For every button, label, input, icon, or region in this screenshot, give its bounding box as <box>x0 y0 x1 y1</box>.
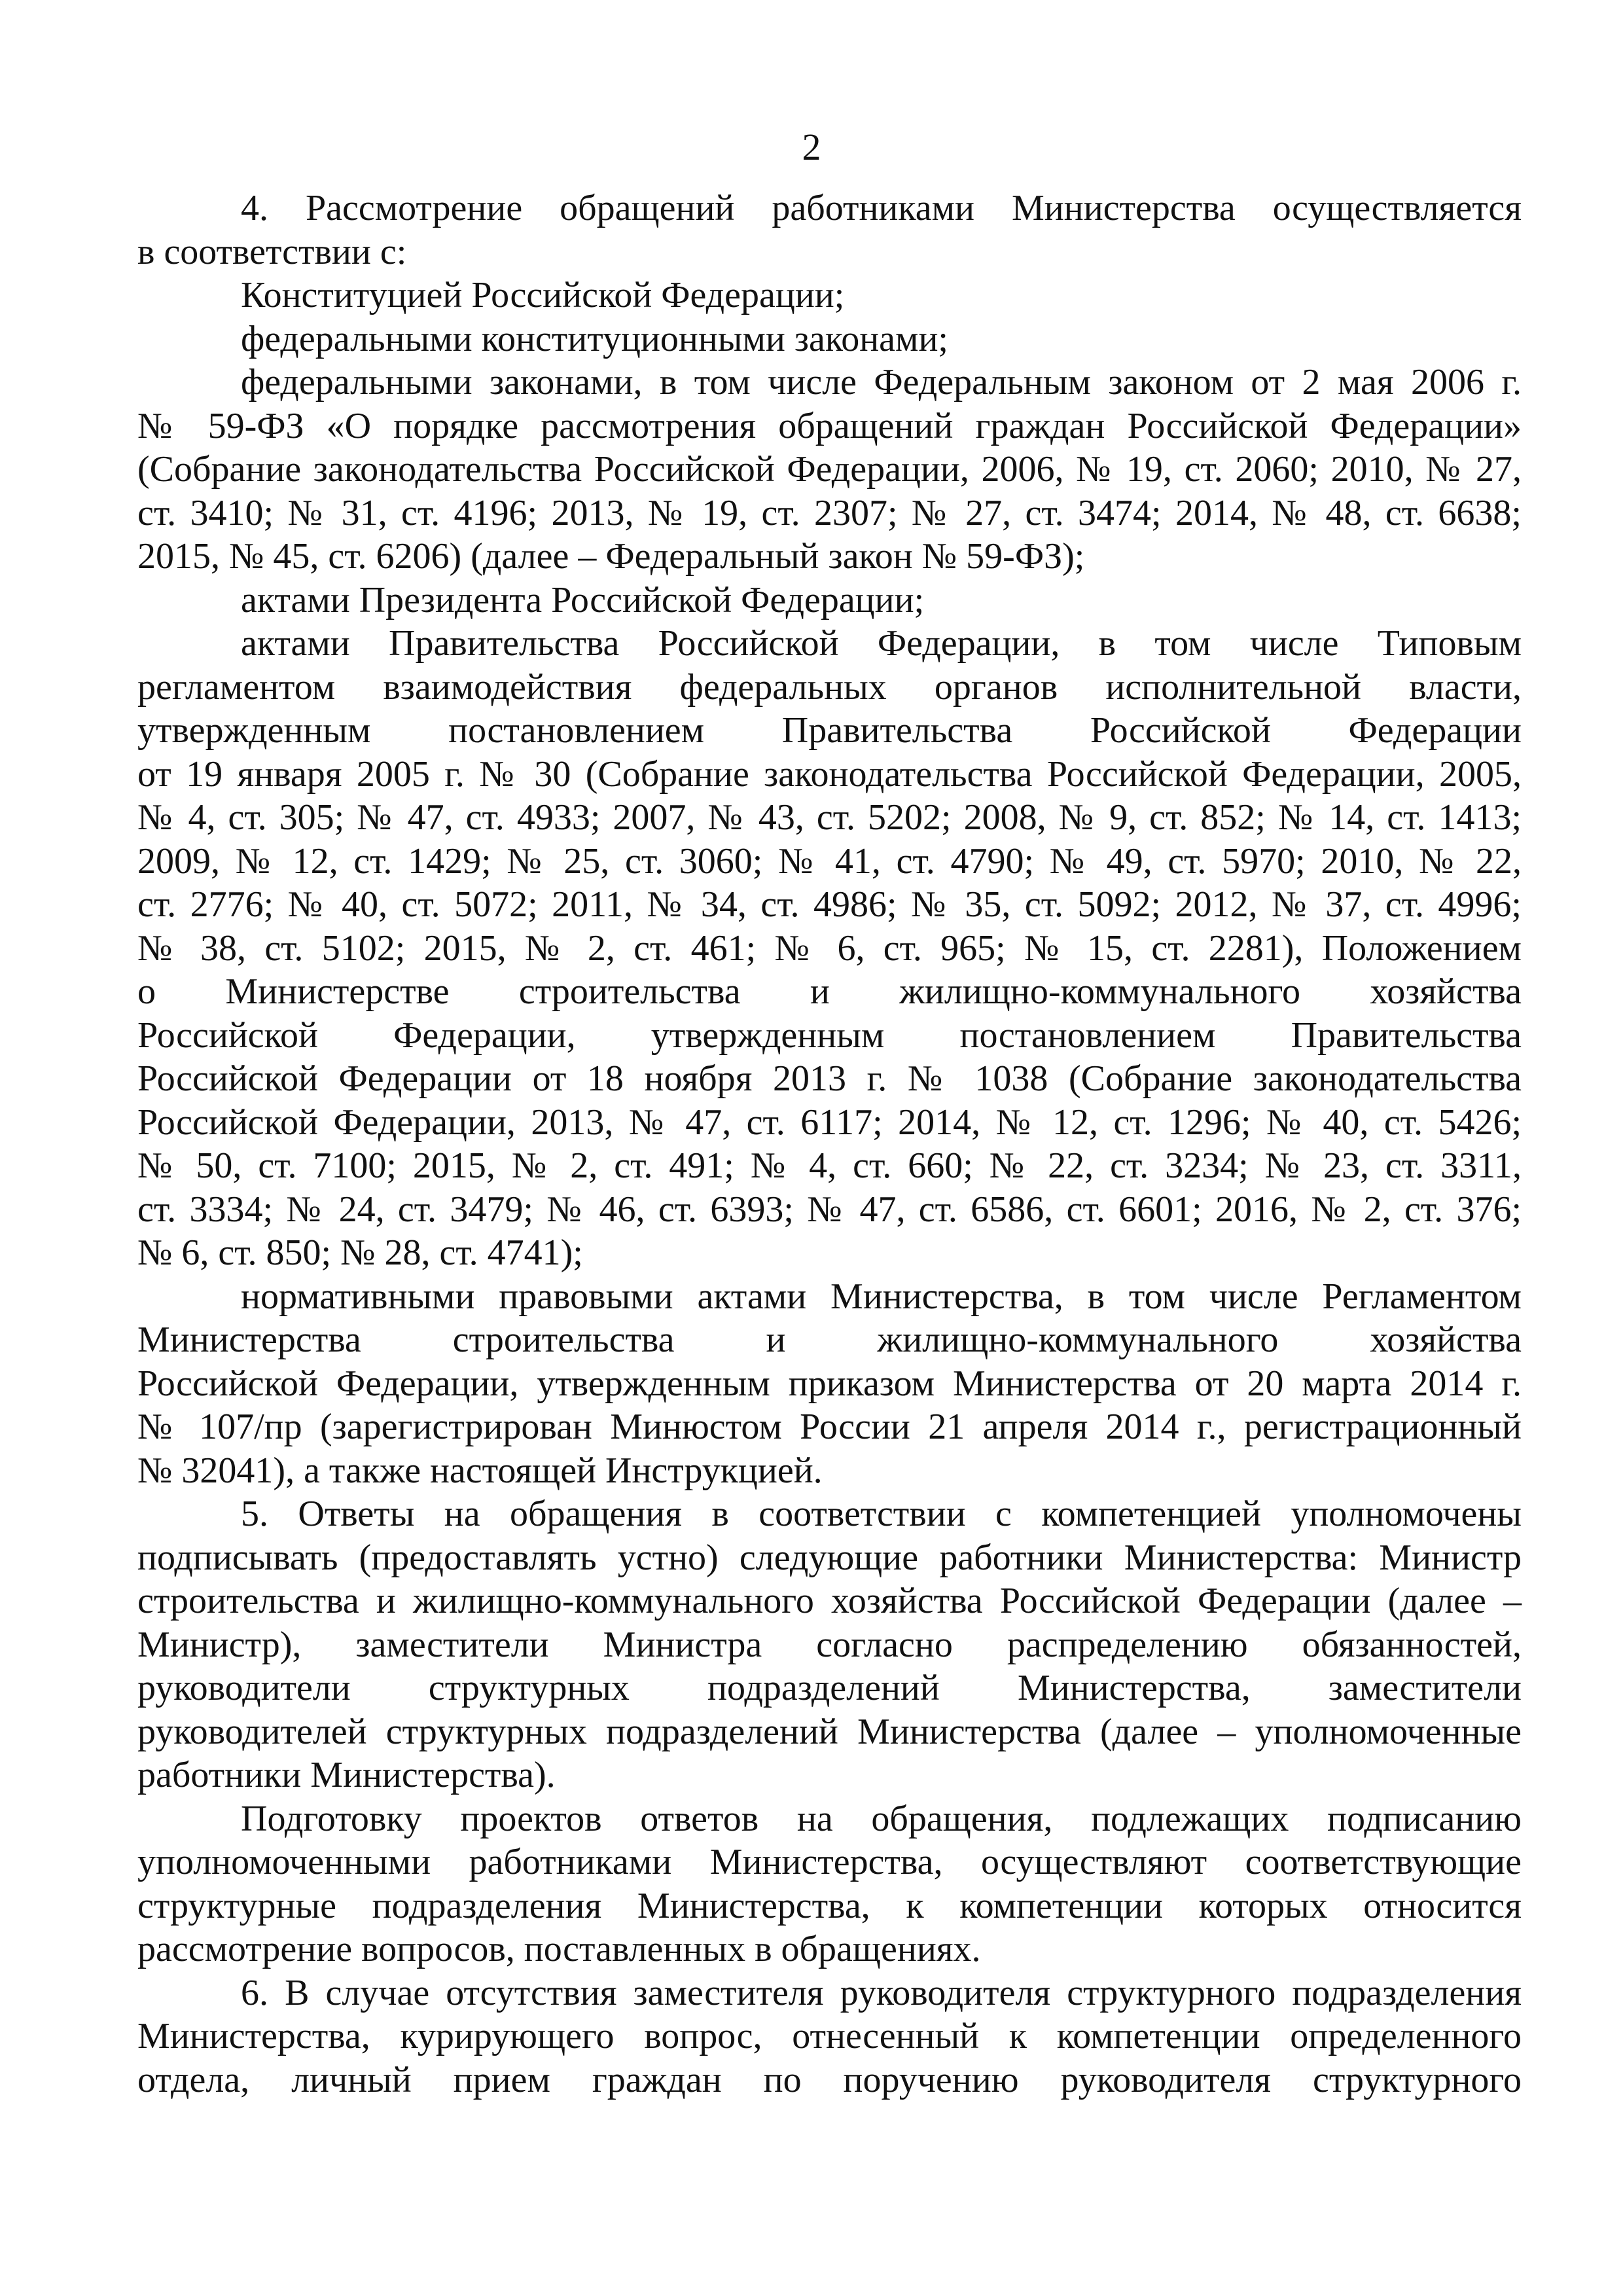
text-line: Министр), заместители Министра согласно распределению обязанностей, <box>137 1624 1522 1665</box>
text-line: федеральными конституционными законами; <box>241 318 948 359</box>
text-line: актами Президента Российской Федерации; <box>241 579 925 620</box>
text-line: № 6, ст. 850; № 28, ст. 4741); <box>137 1232 583 1273</box>
text-line: № 107/пр (зарегистрирован Минюстом России 21 апреля 2014 г., регистрационный <box>137 1407 1522 1447</box>
text-line: № 38, ст. 5102; 2015, № 2, ст. 461; № 6, ст. 965; № 15, ст. 2281), Положением <box>137 927 1522 969</box>
text-line: работники Министерства). <box>137 1755 556 1795</box>
text-line: регламентом взаимодействия федеральных органов исполнительной власти, <box>137 666 1522 708</box>
page-number: 2 <box>802 126 821 168</box>
text-line: отдела, личный прием граждан по поручению руководителя структурного <box>137 2059 1522 2100</box>
text-line: 4. Рассмотрение обращений работниками Министерства осуществляется <box>241 188 1522 228</box>
text-line: рассмотрение вопросов, поставленных в обращениях. <box>137 1929 981 1969</box>
text-line: Российской Федерации, утвержденным приказом Министерства от 20 марта 2014 г. <box>137 1363 1522 1404</box>
text-line: ст. 2776; № 40, ст. 5072; 2011, № 34, ст. 4986; № 35, ст. 5092; 2012, № 37, ст. 4996; <box>137 884 1522 925</box>
text-line: 6. В случае отсутствия заместителя руководителя структурного подразделения <box>241 1972 1522 2013</box>
text-line: ст. 3410; № 31, ст. 4196; 2013, № 19, ст. 2307; № 27, ст. 3474; 2014, № 48, ст. 6638; <box>137 492 1522 533</box>
text-line: руководителей структурных подразделений Министерства (далее – уполномоченные <box>137 1711 1522 1752</box>
text-line: подписывать (предоставлять устно) следующие работники Министерства: Министр <box>137 1537 1522 1578</box>
text-line: № 32041), а также настоящей Инструкцией. <box>137 1450 823 1491</box>
text-line: № 50, ст. 7100; 2015, № 2, ст. 491; № 4, ст. 660; № 22, ст. 3234; № 23, ст. 3311, <box>137 1145 1522 1186</box>
text-line: структурные подразделения Министерства, к компетенции которых относится <box>137 1885 1522 1926</box>
text-line: руководители структурных подразделений Министерства, заместители <box>137 1668 1522 1708</box>
document-body <box>137 187 1522 2102</box>
text-line: в соответствии с: <box>137 231 407 272</box>
text-line: Российской Федерации, утвержденным постановлением Правительства <box>137 1014 1522 1056</box>
text-line: № 59-ФЗ «О порядке рассмотрения обращений граждан Российской Федерации» <box>137 405 1522 446</box>
text-line: нормативными правовыми актами Министерства, в том числе Регламентом <box>241 1276 1522 1317</box>
text-line: (Собрание законодательства Российской Федерации, 2006, № 19, ст. 2060; 2010, № 27, <box>137 449 1522 490</box>
text-line: Министерства строительства и жилищно-коммунального хозяйства <box>137 1319 1522 1360</box>
text-line: уполномоченными работниками Министерства, осуществляют соответствующие <box>137 1842 1522 1882</box>
text-line: Конституцией Российской Федерации; <box>241 275 845 315</box>
text-line: Российской Федерации, 2013, № 47, ст. 6117; 2014, № 12, ст. 1296; № 40, ст. 5426; <box>137 1102 1522 1143</box>
text-line: 2015, № 45, ст. 6206) (далее – Федеральный закон № 59-ФЗ); <box>137 536 1085 577</box>
text-line: 5. Ответы на обращения в соответствии с компетенцией уполномочены <box>241 1494 1522 1534</box>
text-line: о Министерстве строительства и жилищно-коммунального хозяйства <box>137 971 1522 1012</box>
text-line: от 19 января 2005 г. № 30 (Собрание законодательства Российской Федерации, 2005, <box>137 753 1522 795</box>
text-line: строительства и жилищно-коммунального хозяйства Российской Федерации (далее – <box>137 1581 1522 1621</box>
text-line: утвержденным постановлением Правительства Российской Федерации <box>137 710 1522 751</box>
text-line: Подготовку проектов ответов на обращения, подлежащих подписанию <box>241 1798 1522 1839</box>
text-line: ст. 3334; № 24, ст. 3479; № 46, ст. 6393; № 47, ст. 6586, ст. 6601; 2016, № 2, ст. 376; <box>137 1189 1522 1230</box>
text-line: 2009, № 12, ст. 1429; № 25, ст. 3060; № 41, ст. 4790; № 49, ст. 5970; 2010, № 22, <box>137 840 1522 882</box>
text-line: актами Правительства Российской Федерации, в том числе Типовым <box>241 623 1522 664</box>
text-line: Российской Федерации от 18 ноября 2013 г. № 1038 (Собрание законодательства <box>137 1058 1522 1099</box>
text-line: Министерства, курирующего вопрос, отнесенный к компетенции определенного <box>137 2016 1522 2056</box>
text-line: федеральными законами, в том числе Федеральным законом от 2 мая 2006 г. <box>241 362 1522 403</box>
text-line: № 4, ст. 305; № 47, ст. 4933; 2007, № 43, ст. 5202; 2008, № 9, ст. 852; № 14, ст. 1413; <box>137 797 1522 838</box>
